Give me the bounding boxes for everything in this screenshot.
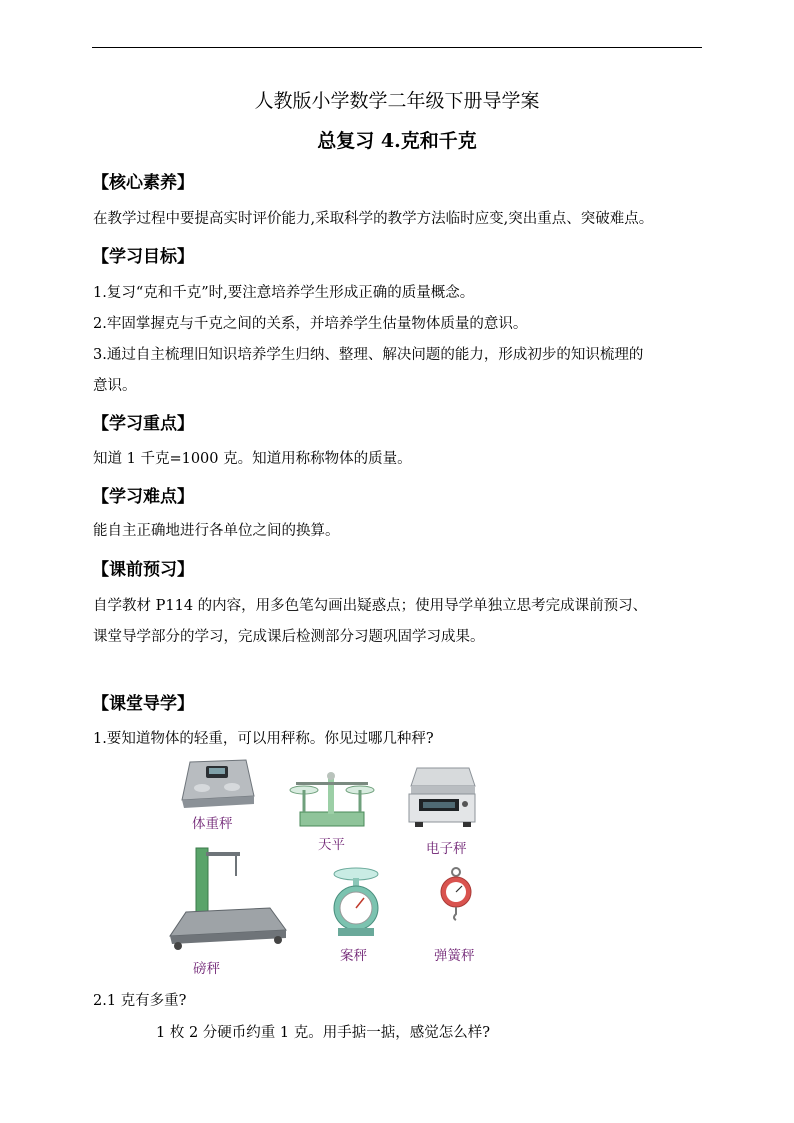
goal-item: 2.牢固掌握克与千克之间的关系，并培养学生估量物体质量的意识。 — [93, 316, 528, 332]
scale-label-balance: 天平 — [318, 837, 345, 853]
scale-label-counter: 案秤 — [340, 948, 367, 964]
scale-label-platform: 磅秤 — [193, 961, 220, 977]
question-2-detail: 1 枚 2 分硬币约重 1 克。用手掂一掂，感觉怎么样? — [156, 1025, 490, 1041]
counter-scale-image — [330, 866, 382, 938]
key-heading: 【学习重点】 — [92, 414, 194, 434]
platform-scale-image — [166, 846, 290, 952]
difficulty-text: 能自主正确地进行各单位之间的换算。 — [93, 523, 340, 539]
core-text: 在教学过程中要提高实时评价能力,采取科学的教学方法临时应变,突出重点、突破难点。 — [93, 211, 654, 227]
core-heading: 【核心素养】 — [92, 173, 194, 193]
preview-line: 自学教材 P114 的内容，用多色笔勾画出疑惑点；使用导学单独立思考完成课前预习、 — [93, 598, 648, 614]
electronic-scale-image — [405, 766, 479, 830]
question-2: 2.1 克有多重? — [93, 993, 187, 1009]
preview-line: 课堂导学部分的学习，完成课后检测部分习题巩固学习成果。 — [93, 629, 485, 645]
balance-image — [288, 768, 376, 830]
bathroom-scale-image — [176, 756, 258, 814]
header-rule — [92, 47, 702, 48]
document-title: 人教版小学数学二年级下册导学案 — [254, 90, 540, 112]
classroom-heading: 【课堂导学】 — [92, 694, 194, 714]
spring-scale-image — [438, 866, 474, 922]
scale-label-bathroom: 体重秤 — [192, 816, 233, 832]
goals-heading: 【学习目标】 — [92, 247, 194, 267]
goal-item: 意识。 — [93, 378, 137, 394]
scale-label-electronic: 电子秤 — [426, 841, 467, 857]
goal-item: 3.通过自主梳理旧知识培养学生归纳、整理、解决问题的能力，形成初步的知识梳理的 — [93, 347, 644, 363]
goal-item: 1.复习“克和千克”时,要注意培养学生形成正确的质量概念。 — [93, 285, 475, 301]
preview-heading: 【课前预习】 — [92, 560, 194, 580]
difficulty-heading: 【学习难点】 — [92, 487, 194, 507]
question-1: 1.要知道物体的轻重，可以用秤称。你见过哪几种秤? — [93, 731, 434, 747]
key-text: 知道 1 千克=1000 克。知道用称称物体的质量。 — [93, 451, 412, 467]
scale-label-spring: 弹簧秤 — [434, 948, 475, 964]
lesson-title: 总复习 4.克和千克 — [317, 130, 477, 152]
